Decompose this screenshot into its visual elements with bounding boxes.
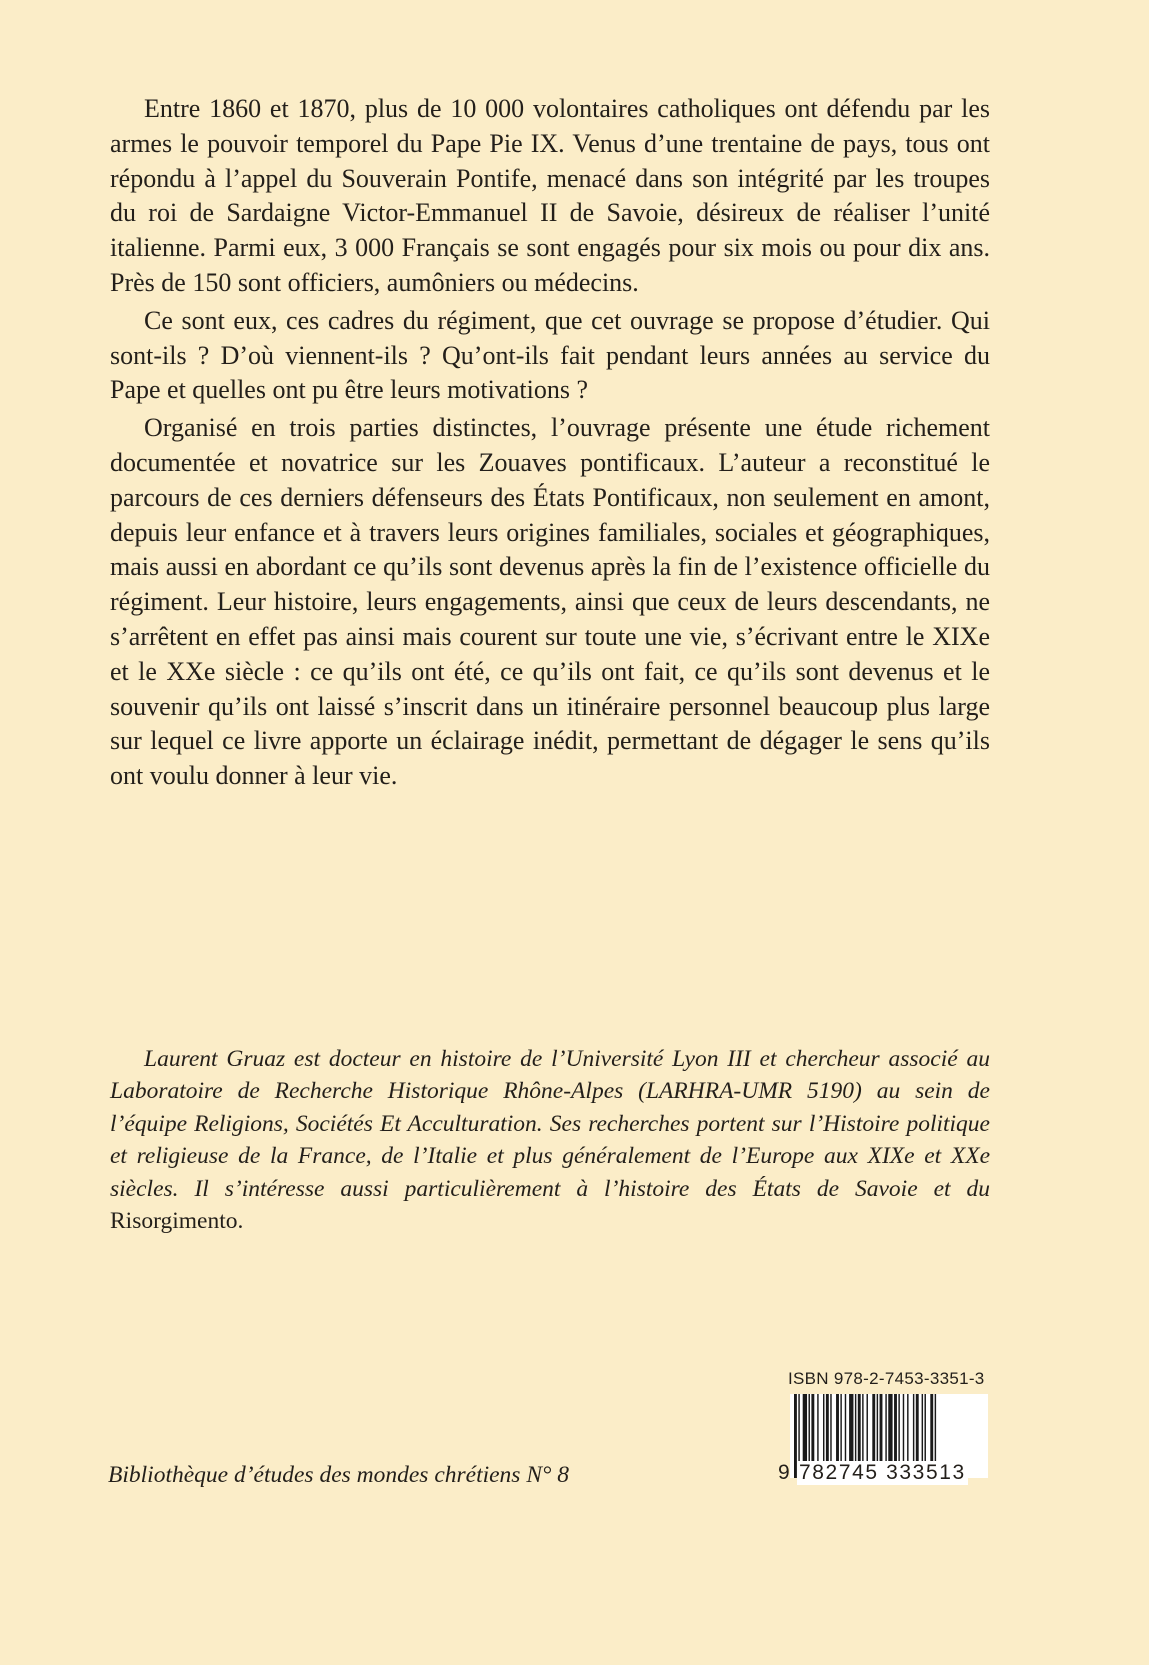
barcode-bar	[907, 1394, 908, 1464]
barcode-bar	[922, 1394, 923, 1464]
description-text	[110, 92, 990, 797]
barcode-bar	[811, 1394, 814, 1464]
barcode-bar	[894, 1394, 897, 1464]
barcode-bar	[836, 1394, 839, 1464]
isbn-label: ISBN 978-2-7453-3351-3	[788, 1369, 985, 1388]
barcode-bar	[903, 1394, 904, 1464]
description-paragraph-3: Organisé en trois parties distinctes, l’ouvrage présente une étude richement documentée et novatrice sur les Zouaves pontificaux. L’auteur a reconstitué le parcours de ces derniers défenseurs des États Pontificaux, non seulement en amont, depuis leur enfance et à travers leurs origines familiales, sociales et géographiques, mais aussi en abordant ce qu’ils sont devenus après la fin de l’existence officielle du régiment. Leur histoire, leurs engagements, ainsi que ceux de leurs descendants, ne s’arrêtent en effet pas ainsi mais courent sur toute une vie, s’écrivant entre le XIXe et le XXe siècle : ce qu’ils ont été, ce qu’ils ont fait, ce qu’ils sont devenus et le souvenir qu’ils ont laissé s’inscrit dans un itinéraire personnel beaucoup plus large sur lequel ce livre apporte un éclairage inédit, permettant de dégager le sens qu’ils ont voulu donner à leur vie.	[110, 413, 990, 791]
barcode-bar	[898, 1394, 899, 1464]
barcode-bar	[888, 1394, 892, 1464]
author-bio-term: Risorgimento.	[110, 1208, 244, 1235]
barcode-bar	[809, 1394, 810, 1464]
barcode-bar	[913, 1394, 914, 1464]
barcode-bar	[925, 1394, 926, 1464]
barcode-bar	[823, 1394, 824, 1464]
barcode-bar	[830, 1394, 831, 1464]
description-paragraph-2: Ce sont eux, ces cadres du régiment, que cet ouvrage se propose d’étudier. Qui sont-ils ? D’où viennent-ils ? Qu’ont-ils fait pendant leurs années au service du Pape et quelles ont pu être leurs motivations ?	[110, 305, 990, 405]
barcode-bar	[803, 1394, 807, 1464]
barcode-bar	[849, 1394, 853, 1464]
author-bio-text: Laurent Gruaz est docteur en histoire de l’Université Lyon III et chercheur associé au Laboratoire de Recherche Historique Rhône-Alpes (LARHRA-UMR 5190) au sein de l’équipe Religions, Sociétés Et Acculturation. Ses recherches portent sur l’Histoire politique et religieuse de la France, de l’Italie et plus généralement de l’Europe aux XIXe et XXe siècles. Il s’intéresse aussi particulièrement à l’histoire des États de Savoie et du	[110, 1046, 990, 1202]
barcode-bar	[885, 1394, 886, 1464]
barcode-bar	[872, 1394, 875, 1464]
barcode-bar	[858, 1394, 861, 1464]
barcode-digits-rest: 782745 333513	[799, 1461, 966, 1484]
barcode-bar	[930, 1394, 933, 1464]
barcode-bar	[880, 1394, 883, 1464]
barcode-bar	[840, 1394, 841, 1464]
barcode-bar	[862, 1394, 863, 1464]
barcode-bar	[826, 1394, 829, 1464]
barcode-bar	[855, 1394, 856, 1464]
author-bio	[110, 1043, 990, 1237]
barcode-bar	[877, 1394, 878, 1464]
barcode-bar	[916, 1394, 919, 1464]
series-title: Bibliothèque d’études des mondes chrétiens N° 8	[108, 1462, 570, 1488]
barcode-digit-first: 9	[778, 1461, 792, 1484]
barcode-bar	[845, 1394, 846, 1464]
description-paragraph-1: Entre 1860 et 1870, plus de 10 000 volontaires catholiques ont défendu par les armes le pouvoir temporel du Pape Pie IX. Venus d’une trentaine de pays, tous ont répondu à l’appel du Souverain Pontife, menacé dans son intégrité par les troupes du roi de Sardaigne Victor-Emmanuel II de Savoie, désireux de réaliser l’unité italienne. Parmi eux, 3 000 Français se sont engagés pour six mois ou pour dix ans. Près de 150 sont officiers, aumôniers ou médecins.	[110, 94, 990, 297]
barcode-bar	[817, 1394, 818, 1464]
